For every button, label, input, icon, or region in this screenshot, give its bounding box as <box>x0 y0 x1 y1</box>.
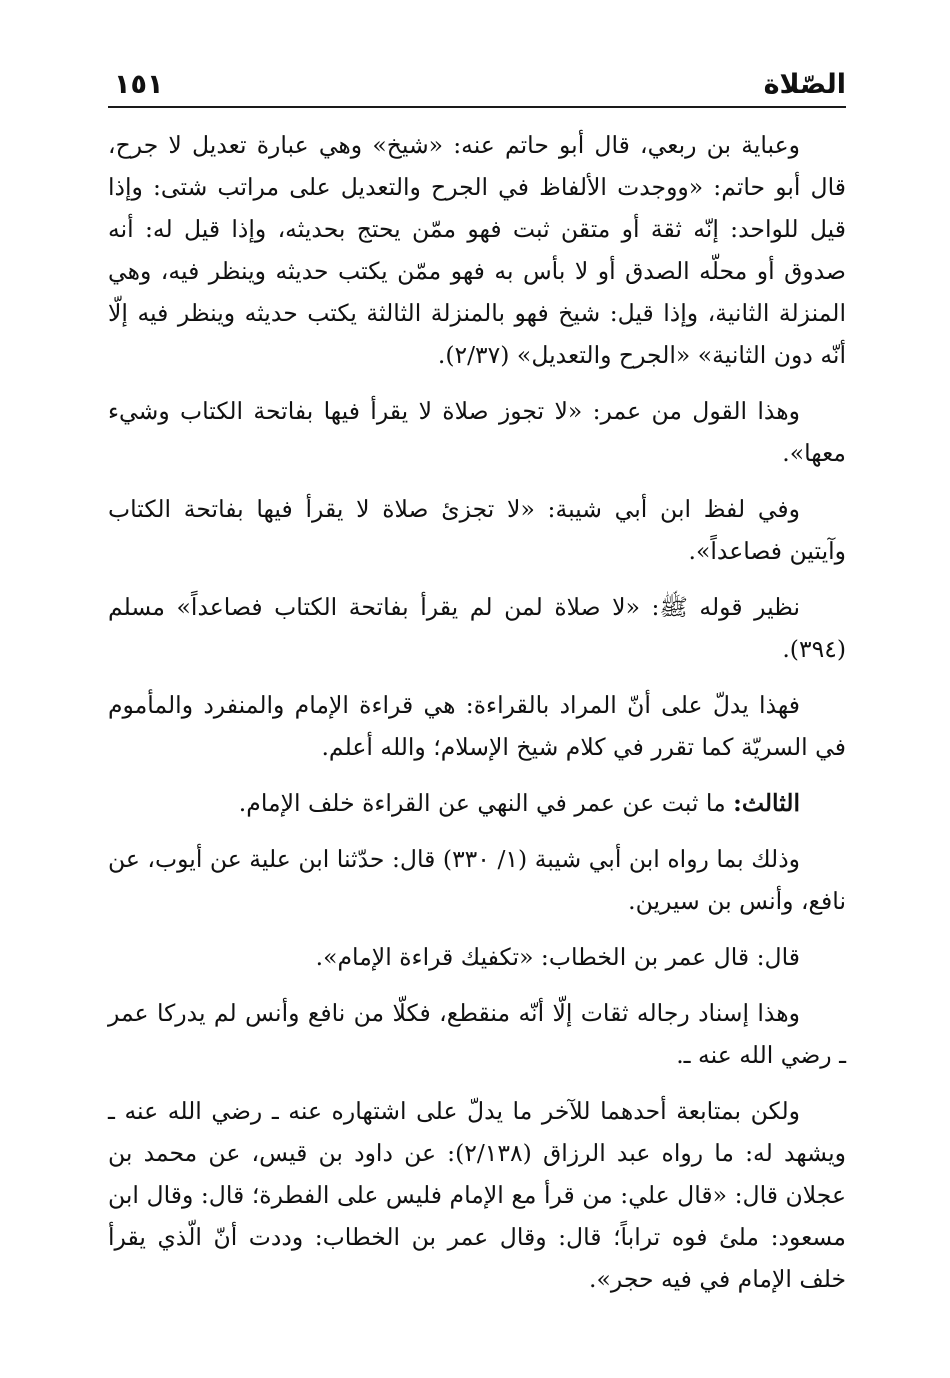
paragraph-text: نظير قوله ﷺ: «لا صلاة لمن لم يقرأ بفاتحة الكتاب فصاعداً» مسلم (٣٩٤). <box>108 593 846 663</box>
paragraph-text: وعباية بن ربعي، قال أبو حاتم عنه: «شيخ» وهي عبارة تعديل لا جرح، قال أبو حاتم: «ووجدت الألفاظ في الجرح والتعديل على مراتب شتى: وإذا قيل للواحد: إنّه ثقة أو متقن ثبت فهو ممّن يحتج بحديثه، وإذا قيل له: أنه صدوق أو محلّه الصدق أو لا بأس به فهو ممّن يكتب حديثه وينظر فيه، وهي المنزلة الثانية، وإذا قيل: شيخ فهو بالمنزلة الثالثة يكتب حديثه وينظر فيه إلّا أنّه دون الثانية» «الجرح والتعديل» (٢/٣٧). <box>108 131 846 369</box>
page-header <box>108 56 846 108</box>
paragraph <box>108 838 846 922</box>
paragraph <box>108 124 846 376</box>
paragraph-text: وفي لفظ ابن أبي شيبة: «لا تجزئ صلاة لا يقرأ فيها بفاتحة الكتاب وآيتين فصاعداً». <box>108 495 846 565</box>
paragraph <box>108 488 846 572</box>
page-number: ١٥١ <box>114 69 164 100</box>
running-title: الصّلاة <box>763 69 846 100</box>
paragraph <box>108 586 846 670</box>
paragraph-text: وهذا إسناد رجاله ثقات إلّا أنّه منقطع، فكلّا من نافع وأنس لم يدركا عمر ـ رضي الله عنه ـ. <box>108 999 846 1069</box>
paragraph <box>108 992 846 1076</box>
paragraph-text: ولكن بمتابعة أحدهما للآخر ما يدلّ على اشتهاره عنه ـ رضي الله عنه ـ ويشهد له: ما رواه عبد الرزاق (٢/١٣٨): عن داود بن قيس، عن محمد بن عجلان قال: «قال علي: من قرأ مع الإمام فليس على الفطرة؛ قال: وقال ابن مسعود: ملئ فوه تراباً؛ قال: وقال عمر بن الخطاب: وددت أنّ الّذي يقرأ خلف الإمام في فيه حجر». <box>108 1097 846 1293</box>
paragraph <box>108 390 846 474</box>
paragraph-text: وهذا القول من عمر: «لا تجوز صلاة لا يقرأ فيها بفاتحة الكتاب وشيء معها». <box>108 397 846 467</box>
paragraph-lead: الثالث: <box>733 789 800 817</box>
body-text <box>108 124 846 1314</box>
paragraph-text: فهذا يدلّ على أنّ المراد بالقراءة: هي قراءة الإمام والمنفرد والمأموم في السريّة كما تقرر في كلام شيخ الإسلام؛ والله أعلم. <box>108 691 846 761</box>
paragraph-text: وذلك بما رواه ابن أبي شيبة (١/ ٣٣٠) قال: حدّثنا ابن علية عن أيوب، عن نافع، وأنس بن سيرين. <box>108 845 846 915</box>
paragraph-section-third <box>108 782 846 824</box>
paragraph <box>108 1090 846 1300</box>
paragraph <box>108 684 846 768</box>
paragraph-text: ما ثبت عن عمر في النهي عن القراءة خلف الإمام. <box>238 789 734 817</box>
paragraph <box>108 936 846 978</box>
paragraph-text: قال: قال عمر بن الخطاب: «تكفيك قراءة الإمام». <box>315 943 800 971</box>
